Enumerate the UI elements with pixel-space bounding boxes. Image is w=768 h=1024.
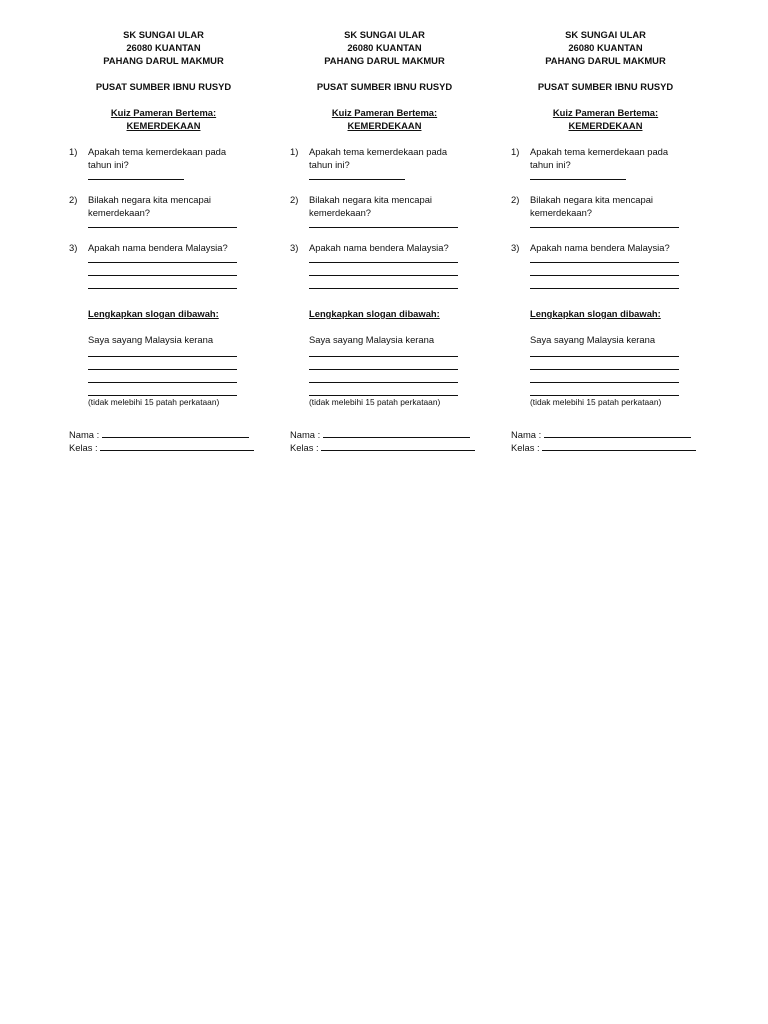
quiz-theme: KEMERDEKAAN: [126, 120, 201, 131]
question-text: Apakah tema kemerdekaan pada: [309, 146, 448, 157]
name-input-line[interactable]: [323, 427, 470, 438]
answer-line[interactable]: [530, 276, 679, 289]
school-state: PAHANG DARUL MAKMUR: [324, 55, 445, 66]
school-name: SK SUNGAI ULAR: [123, 29, 204, 40]
slogan-lines: [88, 344, 274, 396]
class-input-line[interactable]: [321, 440, 475, 451]
question-text: Apakah tema kemerdekaan pada: [88, 146, 227, 157]
quiz-slip-2: [274, 28, 495, 453]
name-field: [290, 427, 495, 440]
word-limit-note: (tidak melebihi 15 patah perkataan): [309, 397, 441, 407]
slogan-lines: [309, 344, 495, 396]
word-limit-note: (tidak melebihi 15 patah perkataan): [530, 397, 662, 407]
question-number: 2): [69, 194, 78, 205]
school-state: PAHANG DARUL MAKMUR: [545, 55, 666, 66]
school-header: [274, 28, 495, 132]
quiz-title: Kuiz Pameran Bertema:: [331, 107, 438, 118]
library-name: PUSAT SUMBER IBNU RUSYD: [537, 81, 674, 92]
quiz-theme: KEMERDEKAAN: [568, 120, 643, 131]
school-postcode-city: 26080 KUANTAN: [347, 42, 422, 53]
question-text-cont: kemerdekaan?: [530, 207, 593, 218]
slogan-line[interactable]: [530, 383, 679, 396]
question-number: 3): [511, 242, 520, 253]
question-number: 2): [511, 194, 520, 205]
slogan-heading: Lengkapkan slogan dibawah:: [530, 308, 661, 319]
school-name: SK SUNGAI ULAR: [344, 29, 425, 40]
question-text-cont: kemerdekaan?: [88, 207, 151, 218]
name-field: [69, 427, 274, 440]
question-number: 1): [69, 146, 78, 157]
answer-line[interactable]: [309, 276, 458, 289]
answer-line[interactable]: [88, 263, 237, 276]
question-number: 3): [290, 242, 299, 253]
question-text-cont: tahun ini?: [309, 159, 350, 170]
library-name: PUSAT SUMBER IBNU RUSYD: [316, 81, 453, 92]
question-number: 1): [290, 146, 299, 157]
slogan-line[interactable]: [530, 370, 679, 383]
library-name: PUSAT SUMBER IBNU RUSYD: [95, 81, 232, 92]
school-postcode-city: 26080 KUANTAN: [568, 42, 643, 53]
name-field: [511, 427, 716, 440]
school-state: PAHANG DARUL MAKMUR: [103, 55, 224, 66]
question-text: Apakah nama bendera Malaysia?: [530, 242, 670, 253]
quiz-title: Kuiz Pameran Bertema:: [110, 107, 217, 118]
answer-line[interactable]: [88, 276, 237, 289]
question-text: Bilakah negara kita mencapai: [530, 194, 653, 205]
slogan-line[interactable]: [88, 383, 237, 396]
answer-line[interactable]: [309, 263, 458, 276]
question-3: [511, 241, 716, 289]
slogan-line[interactable]: [309, 383, 458, 396]
question-text-cont: tahun ini?: [530, 159, 571, 170]
slogan-heading: Lengkapkan slogan dibawah:: [309, 308, 440, 319]
school-header: [53, 28, 274, 132]
slogan-line[interactable]: [309, 370, 458, 383]
word-limit-note: (tidak melebihi 15 patah perkataan): [88, 397, 220, 407]
slogan-line[interactable]: [88, 357, 237, 370]
class-input-line[interactable]: [100, 440, 254, 451]
class-label: Kelas :: [290, 442, 319, 453]
question-number: 2): [290, 194, 299, 205]
class-label: Kelas :: [511, 442, 540, 453]
question-2: [69, 193, 274, 228]
slogan-line[interactable]: [530, 357, 679, 370]
slogan-line[interactable]: [309, 357, 458, 370]
question-2: [511, 193, 716, 228]
class-field: [69, 440, 274, 453]
slogan-start: Saya sayang Malaysia kerana: [88, 334, 214, 345]
question-3: [290, 241, 495, 289]
question-text-cont: kemerdekaan?: [309, 207, 372, 218]
question-number: 1): [511, 146, 520, 157]
question-text-cont: tahun ini?: [88, 159, 129, 170]
slogan-line[interactable]: [88, 370, 237, 383]
class-field: [290, 440, 495, 453]
school-header: [495, 28, 716, 132]
question-text: Apakah nama bendera Malaysia?: [88, 242, 228, 253]
slogan-start: Saya sayang Malaysia kerana: [530, 334, 656, 345]
question-1: [511, 145, 716, 180]
quiz-theme: KEMERDEKAAN: [347, 120, 422, 131]
question-text: Apakah nama bendera Malaysia?: [309, 242, 449, 253]
name-input-line[interactable]: [102, 427, 249, 438]
question-text: Bilakah negara kita mencapai: [309, 194, 432, 205]
question-text: Apakah tema kemerdekaan pada: [530, 146, 669, 157]
slogan-heading: Lengkapkan slogan dibawah:: [88, 308, 219, 319]
question-1: [69, 145, 274, 180]
quiz-slip-3: [495, 28, 716, 453]
quiz-title: Kuiz Pameran Bertema:: [552, 107, 659, 118]
answer-line[interactable]: [530, 263, 679, 276]
school-name: SK SUNGAI ULAR: [565, 29, 646, 40]
name-label: Nama :: [69, 429, 100, 440]
name-label: Nama :: [290, 429, 321, 440]
class-field: [511, 440, 716, 453]
name-input-line[interactable]: [544, 427, 691, 438]
slogan-start: Saya sayang Malaysia kerana: [309, 334, 435, 345]
question-text: Bilakah negara kita mencapai: [88, 194, 211, 205]
question-3: [69, 241, 274, 289]
question-2: [290, 193, 495, 228]
question-1: [290, 145, 495, 180]
quiz-slip-1: [53, 28, 274, 453]
question-number: 3): [69, 242, 78, 253]
slogan-lines: [530, 344, 716, 396]
class-input-line[interactable]: [542, 440, 696, 451]
name-label: Nama :: [511, 429, 542, 440]
class-label: Kelas :: [69, 442, 98, 453]
school-postcode-city: 26080 KUANTAN: [126, 42, 201, 53]
